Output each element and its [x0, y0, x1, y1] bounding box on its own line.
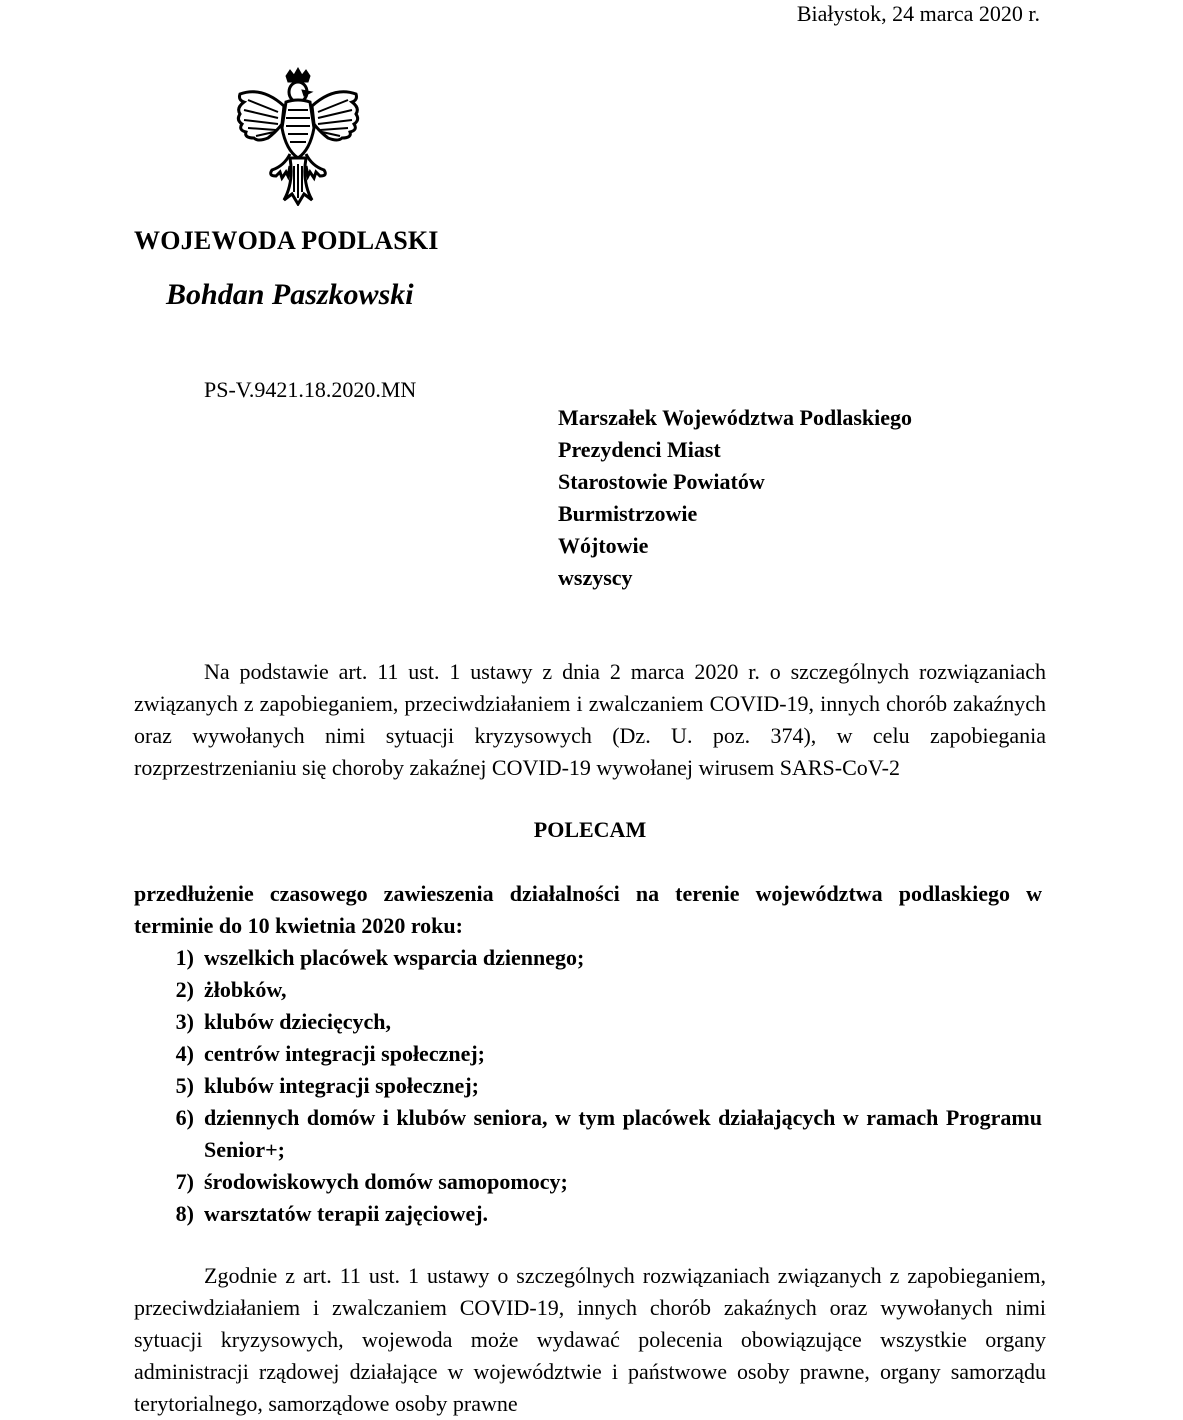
recipient-item: Prezydenci Miast — [558, 437, 721, 462]
place-and-date: Białystok, 24 marca 2020 r. — [796, 1, 1040, 26]
recipients-list — [558, 402, 912, 594]
order-list — [134, 942, 1042, 1230]
recipient-item: Starostowie Powiatów — [558, 469, 765, 494]
polish-eagle-emblem-icon — [228, 66, 368, 206]
order-heading: POLECAM — [533, 817, 647, 842]
list-item — [134, 1070, 1042, 1102]
list-item-number: 4) — [175, 1041, 194, 1066]
recipient-item: Marszałek Województwa Podlaskiego — [558, 405, 913, 430]
list-item-number: 2) — [175, 977, 194, 1002]
recipient-item: Wójtowie — [558, 533, 649, 558]
list-item-text: żłobków, — [204, 977, 287, 1002]
legal-basis-paragraph: Zgodnie z art. 11 ust. 1 ustawy o szczególnych rozwiązaniach związanych z zapobieganiem, przeciwdziałaniem i zwalczaniem COVID-19, innych chorób zakaźnych oraz wywołanych nimi sytuacji kryzysowych, wojewoda może wydawać polecenia obowiązujące wszystkie organy administracji rządowej działające w województwie i państwowe osoby prawne, organy samorządu terytorialnego, samorządowe osoby prawne — [134, 1263, 1046, 1416]
list-item-number: 6) — [175, 1105, 194, 1130]
list-item-number: 7) — [175, 1169, 194, 1194]
list-item — [134, 1198, 1042, 1230]
list-item-text: wszelkich placówek wsparcia dziennego; — [204, 945, 585, 970]
list-item-text: klubów dziecięcych, — [204, 1009, 391, 1034]
list-item-text: środowiskowych domów samopomocy; — [204, 1169, 568, 1194]
order-intro: przedłużenie czasowego zawieszenia działalności na terenie województwa podlaskiego w terminie do 10 kwietnia 2020 roku: — [134, 881, 1042, 938]
list-item-number: 1) — [175, 945, 194, 970]
list-item-number: 3) — [175, 1009, 194, 1034]
case-number: PS-V.9421.18.2020.MN — [204, 377, 417, 402]
list-item — [134, 1166, 1042, 1198]
list-item — [134, 1102, 1042, 1166]
list-item-text: dziennych domów i klubów seniora, w tym placówek działających w ramach Programu Senior+; — [204, 1105, 1042, 1162]
intro-paragraph: Na podstawie art. 11 ust. 1 ustawy z dnia 2 marca 2020 r. o szczególnych rozwiązaniach związanych z zapobieganiem, przeciwdziałaniem i zwalczaniem COVID-19, innych chorób zakaźnych oraz wywołanych nimi sytuacji kryzysowych (Dz. U. poz. 374), w celu zapobiegania rozprzestrzenianiu się choroby zakaźnej COVID-19 wywołanej wirusem SARS-CoV-2 — [134, 659, 1046, 780]
list-item-text: centrów integracji społecznej; — [204, 1041, 486, 1066]
list-item-text: klubów integracji społecznej; — [204, 1073, 479, 1098]
list-item — [134, 1038, 1042, 1070]
list-item-number: 5) — [175, 1073, 194, 1098]
recipient-item: Burmistrzowie — [558, 501, 698, 526]
list-item-number: 8) — [175, 1201, 194, 1226]
recipient-item: wszyscy — [558, 565, 633, 590]
list-item — [134, 1006, 1042, 1038]
issuer-authority: WOJEWODA PODLASKI — [134, 226, 439, 255]
issuer-name: Bohdan Paszkowski — [166, 278, 414, 311]
list-item — [134, 942, 1042, 974]
list-item — [134, 974, 1042, 1006]
list-item-text: warsztatów terapii zajęciowej. — [204, 1201, 489, 1226]
